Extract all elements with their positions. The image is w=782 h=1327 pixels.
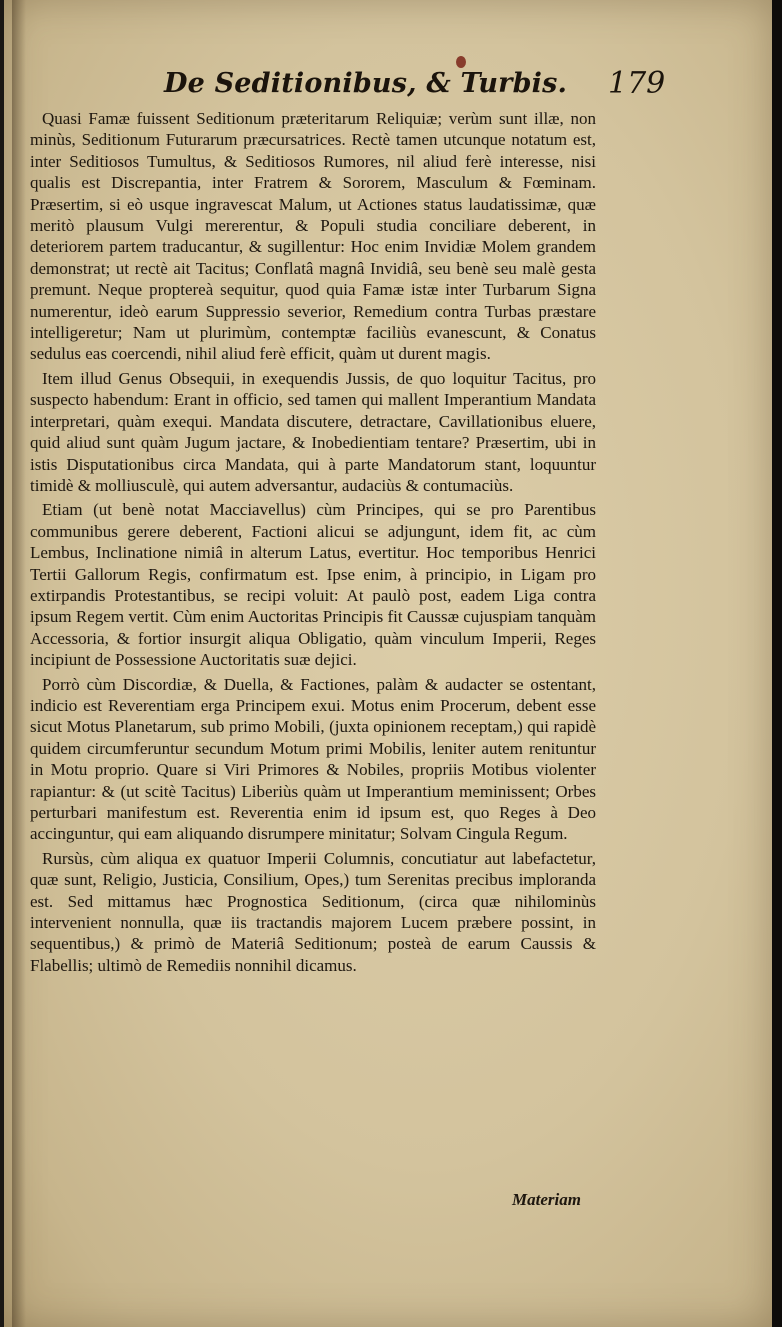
page-number: 179	[608, 66, 666, 101]
paragraph-obedience: Item illud Genus Obsequii, in exequendis Jussis, de quo loquitur Tacitus, pro suspecto habendum: Erant in officio, sed tamen qui mallent Imperantium Mandata interpretari, quàm exequi. Mandata discutere, detractare, Cavillationibus eluere, quid aliud sunt quàm Jugum jactare, & Inobedientiam tentare? Præsertim, ubi in istis Disputationibus circa Mandata, qui à parte Mandatorum stant, loquuntur timidè & molliusculè, qui autem adversantur, audaciùs & contumaciùs.	[30, 368, 596, 495]
paragraph-reverence: Porrò cùm Discordiæ, & Duella, & Factiones, palàm & audacter se ostentant, indicio est Reverentiam erga Principem exui. Motus enim Procerum, debent esse sicut Motus Planetarum, sub primo Mobili, (juxta opinionem receptam,) qui rapidè quidem circumferuntur secundum Motum primi Mobilis, leniter autem renituntur in Motu proprio. Quare si Viri Primores & Nobiles, propriis Motibus violenter rapiantur: & (ut scitè Tacitus) Liberiùs quàm ut Imperantium meminissent; Orbes perturbari manifestum est. Reverentia enim id ipsum est, quo Reges à Deo accinguntur, qui eam aliquando disrumpere minitatur; Solvam Cingula Regum.	[30, 674, 596, 844]
page-header	[4, 62, 764, 112]
paragraph-princes: Etiam (ut benè notat Macciavellus) cùm Principes, qui se pro Parentibus communibus gerere deberent, Factioni alicui se adjungunt, idem fit, ac cùm Lembus, Inclinatione nimiâ in alterum Latus, evertitur. Hoc temporibus Henrici Tertii Gallorum Regis, confirmatum est. Ipse enim, à principio, in Ligam pro extirpandis Protestantibus, se recipi voluit: At paulò post, eadem Liga contra ipsum Regem vertit. Cùm enim Auctoritas Principis fit Caussæ cujuspiam tanquàm Accessoria, & fortior insurgit aliqua Obligatio, quàm vinculum Imperii, Reges incipiunt de Possessione Auctoritatis suæ dejici.	[30, 500, 596, 670]
catchword: Materiam	[512, 1190, 581, 1209]
running-title: De Seditionibus, & Turbis.	[164, 68, 568, 99]
paragraph-columns: Rursùs, cùm aliqua ex quatuor Imperii Columnis, concutiatur aut labefactetur, quæ sunt, Religio, Justicia, Consilium, Opes,) tum Serenitas precibus imploranda est. Sed mittamus hæc Prognostica Seditionum, (circa quæ nihilominùs intervenient nonnulla, quæ iis tractandis majorem Lucem præbere possint, in sequentibus,) & primò de Materiâ Seditionum; posteà de earum Caussis & Flabellis; ultimò de Remediis nonnihil dicamus.	[30, 848, 596, 975]
book-page	[4, 0, 772, 1327]
main-text	[30, 108, 596, 979]
paragraph-rumours: Quasi Famæ fuissent Seditionum præteritarum Reliquiæ; verùm sunt illæ, non minùs, Seditionum Futurarum præcursatrices. Rectè tamen utcunque notatum est, inter Seditiosos Tumultus, & Seditiosos Rumores, nil aliud ferè interesse, nisi qualis est Discrepantia, inter Fratrem & Sororem, Masculum & Fœminam. Præsertim, si eò usque ingravescat Malum, ut Actiones status laudatissimæ, quæ meritò plausum Vulgi mererentur, & Populi studia conciliare deberent, in deteriorem partem traducantur, & sugillentur: Hoc enim Invidiæ Molem grandem demonstrat; ut rectè ait Tacitus; Conflatâ magnâ Invidiâ, seu benè seu malè gesta premunt. Neque proptereà sequitur, quod quia Famæ istæ inter Turbarum Signa numerentur, ideò earum Suppressio severior, Remedium contra Turbas præstare intelligeretur; Nam ut plurimùm, contemptæ faciliùs evanescunt, & Conatus sedulus eas coercendi, nihil aliud ferè efficit, quàm ut durent magis.	[30, 109, 596, 364]
scan-edge	[772, 0, 782, 1327]
